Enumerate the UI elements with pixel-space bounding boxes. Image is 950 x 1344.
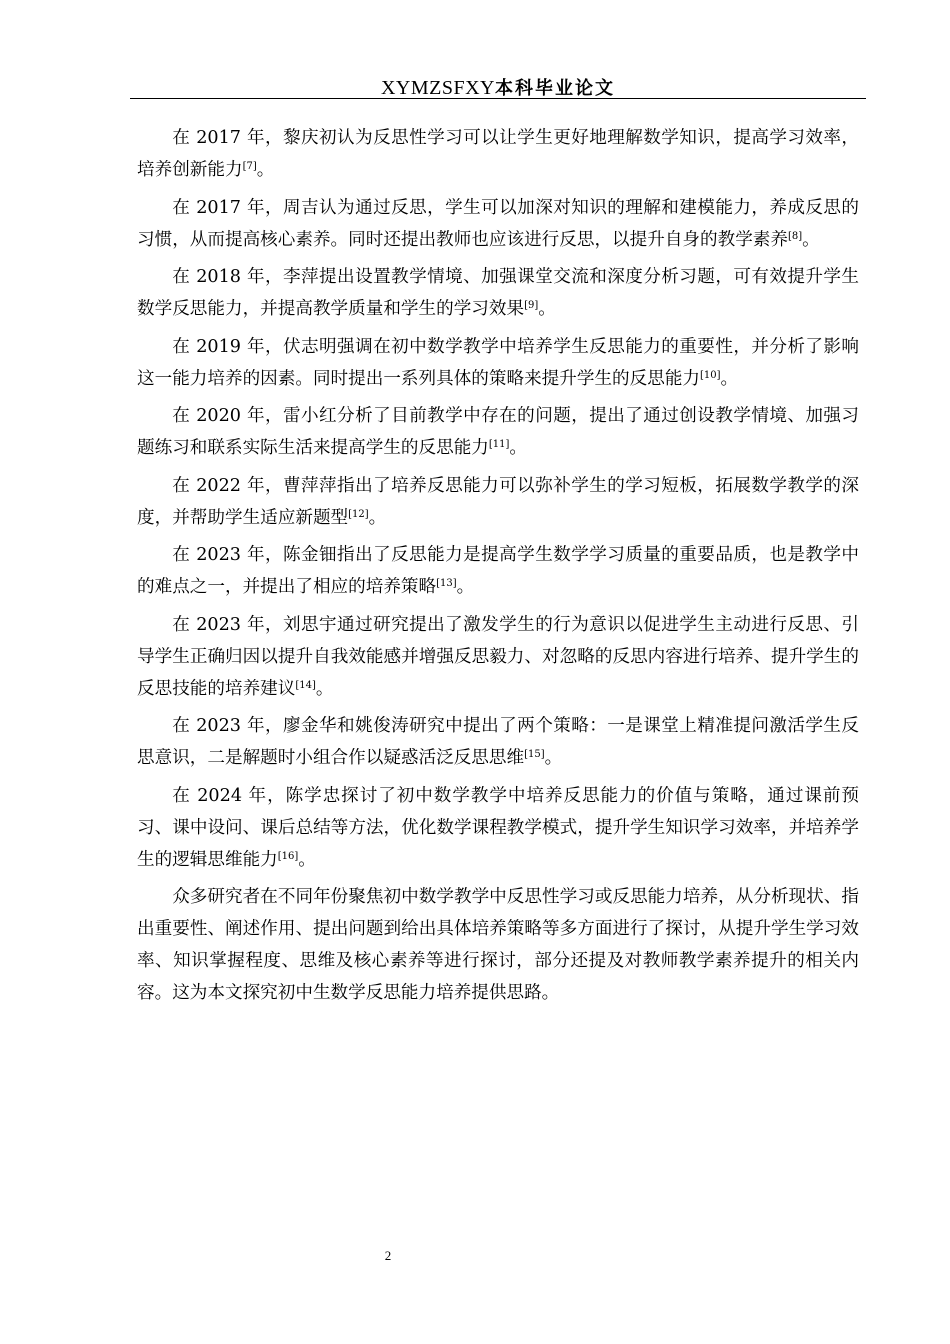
citation-ref: [8] xyxy=(787,230,803,242)
paragraph-end: 。 xyxy=(315,678,334,699)
paragraph-end: 。 xyxy=(538,299,556,319)
paragraph-text: 在 2020 年，雷小红分析了目前教学中存在的问题，提出了通过创设教学情境、加强习题练习和联系实际生活来提高学生的反思能力 xyxy=(137,406,859,458)
citation-ref: [11] xyxy=(488,439,510,450)
paragraph-text: 在 2023 年，廖金华和姚俊涛研究中提出了两个策略：一是课堂上精准提问激活学生反思意识，二是解题时小组合作以疑惑活泛反思思维 xyxy=(137,716,859,768)
citation-ref: [16] xyxy=(277,850,299,862)
paragraph-11 xyxy=(137,881,859,1009)
header-title: 本科毕业论文 xyxy=(495,78,616,99)
paragraph-end: 。 xyxy=(368,507,387,528)
paragraph-end: 。 xyxy=(720,368,739,389)
paragraph-3 xyxy=(137,261,859,325)
page-header xyxy=(130,76,866,100)
citation-ref: [10] xyxy=(700,369,721,381)
paragraph-text: 在 2023 年，刘思宇通过研究提出了激发学生的行为意识以促进学生主动进行反思、引导学生正确归因以提升自我效能感并增强反思毅力、对忽略的反思内容进行培养、提升学生的反思技能的培养建议 xyxy=(137,614,859,699)
paragraph-text: 众多研究者在不同年份聚焦初中数学教学中反思性学习或反思能力培养，从分析现状、指出重要性、阐述作用、提出问题到给出具体培养策略等多方面进行了探讨，从提升学生学习效率、知识掌握程度、思维及核心素养等进行探讨，部分还提及对教师教学素养提升的相关内容。这为本文探究初中生数学反思能力培养提供思路。 xyxy=(137,887,859,1003)
citation-ref: [15] xyxy=(524,749,545,760)
body-text xyxy=(137,122,859,1015)
paragraph-8 xyxy=(137,609,859,705)
paragraph-end: 。 xyxy=(256,160,275,180)
paragraph-end: 。 xyxy=(802,229,820,250)
paragraph-1 xyxy=(137,122,859,186)
page-number: 2 xyxy=(384,1248,392,1263)
paragraph-text: 在 2017 年，黎庆初认为反思性学习可以让学生更好地理解数学知识，提高学习效率，培养创新能力 xyxy=(137,128,859,180)
paragraph-7 xyxy=(137,539,859,603)
paragraph-text: 在 2023 年，陈金钿指出了反思能力是提高学生数学学习质量的重要品质，也是教学中的难点之一，并提出了相应的培养策略 xyxy=(137,545,859,597)
paragraph-text: 在 2018 年，李萍提出设置教学情境、加强课堂交流和深度分析习题，可有效提升学生数学反思能力，并提高教学质量和学生的学习效果 xyxy=(137,267,859,319)
paragraph-end: 。 xyxy=(456,577,475,597)
citation-ref: [14] xyxy=(295,679,316,691)
paragraph-text: 在 2019 年，伏志明强调在初中数学教学中培养学生反思能力的重要性，并分析了影响这一能力培养的因素。同时提出一系列具体的策略来提升学生的反思能力 xyxy=(137,336,859,389)
citation-ref: [13] xyxy=(436,578,457,589)
header-code: XYMZSFXY xyxy=(380,77,496,99)
paragraph-6 xyxy=(137,470,859,534)
paragraph-end: 。 xyxy=(509,438,528,458)
paragraph-text: 在 2017 年，周吉认为通过反思，学生可以加深对知识的理解和建模能力，养成反思的习惯，从而提高核心素养。同时还提出教师也应该进行反思，以提升自身的教学素养 xyxy=(137,197,859,250)
paragraph-10 xyxy=(137,780,859,876)
paragraph-end: 。 xyxy=(544,748,563,768)
paragraph-2 xyxy=(137,192,859,256)
paragraph-text: 在 2022 年，曹萍萍指出了培养反思能力可以弥补学生的学习短板，拓展数学教学的深度，并帮助学生适应新题型 xyxy=(137,475,859,528)
citation-ref: [7] xyxy=(242,161,257,172)
paragraph-5 xyxy=(137,400,859,464)
citation-ref: [9] xyxy=(524,300,539,311)
citation-ref: [12] xyxy=(348,508,369,520)
paragraph-4 xyxy=(137,331,859,395)
paragraph-end: 。 xyxy=(298,849,316,870)
paragraph-9 xyxy=(137,710,859,774)
paragraph-text: 在 2024 年，陈学忠探讨了初中数学教学中培养反思能力的价值与策略，通过课前预习、课中设问、课后总结等方法，优化数学课程教学模式，提升学生知识学习效率，并培养学生的逻辑思维能力 xyxy=(137,785,859,870)
header-rule xyxy=(130,98,866,99)
